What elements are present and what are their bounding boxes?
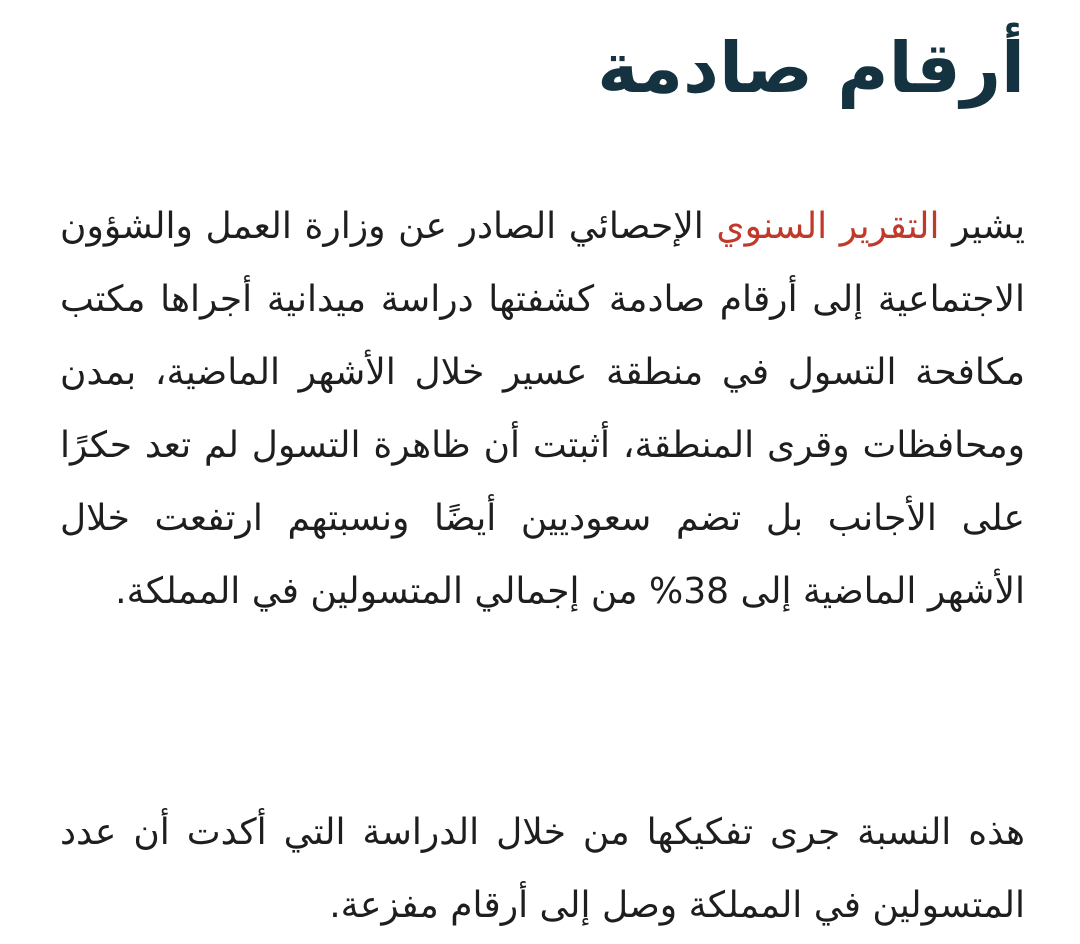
paragraph-text-start: يشير	[939, 206, 1025, 247]
article-title: أرقام صادمة	[597, 27, 1025, 109]
article-paragraph-1	[60, 190, 1025, 628]
annual-report-link[interactable]: التقرير السنوي	[716, 206, 940, 247]
paragraph-text-rest: الإحصائي الصادر عن وزارة العمل والشؤون الاجتماعية إلى أرقام صادمة كشفتها دراسة ميدانية أجراها مكتب مكافحة التسول في منطقة عسير خلال الأشهر الماضية، بمدن ومحافظات وقرى المنطقة، أثبتت أن ظاهرة التسول لم تعد حكرًا على الأجانب بل تضم سعوديين أيضًا ونسبتهم ارتفعت خلال الأشهر الماضية إلى 38% من إجمالي المتسولين في المملكة.	[60, 206, 1025, 612]
article-paragraph-2: هذه النسبة جرى تفكيكها من خلال الدراسة التي أكدت أن عدد المتسولين في المملكة وصل إلى أرقام مفزعة.	[60, 812, 1025, 926]
